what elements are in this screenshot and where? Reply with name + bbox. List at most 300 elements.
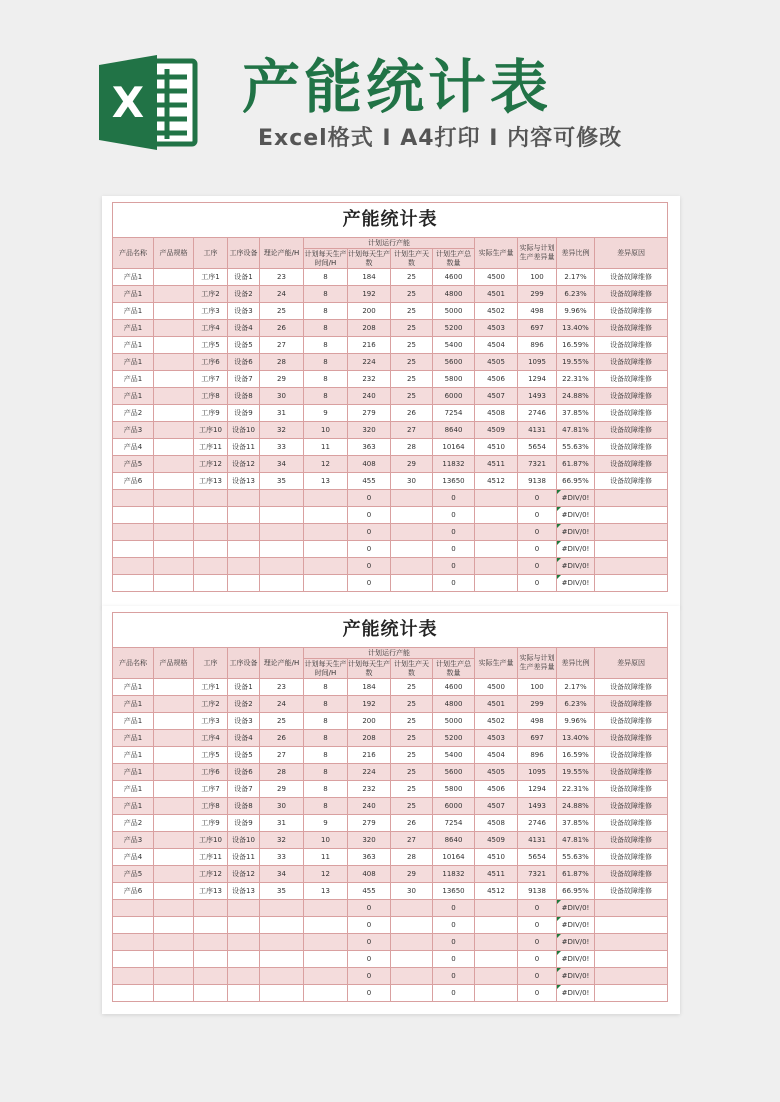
table-cell[interactable] [154, 422, 194, 439]
table-cell[interactable] [154, 337, 194, 354]
table-cell[interactable]: 工序2 [194, 696, 228, 713]
table-cell[interactable]: 设备故障维修 [595, 849, 668, 866]
table-cell[interactable] [154, 917, 194, 934]
table-cell[interactable]: 0 [348, 524, 391, 541]
table-cell[interactable]: 31 [260, 405, 304, 422]
table-cell[interactable] [595, 490, 668, 507]
table-cell[interactable]: 25 [260, 713, 304, 730]
table-cell[interactable]: 0 [518, 541, 557, 558]
table-cell[interactable] [154, 951, 194, 968]
table-cell[interactable]: 5654 [518, 849, 557, 866]
table-cell[interactable]: 30 [391, 473, 433, 490]
table-cell[interactable] [260, 917, 304, 934]
table-cell[interactable]: 279 [348, 405, 391, 422]
table-cell[interactable]: 产品1 [113, 781, 154, 798]
table-cell[interactable] [154, 747, 194, 764]
table-cell[interactable]: 4800 [433, 286, 475, 303]
table-cell[interactable]: 4500 [475, 269, 518, 286]
table-cell[interactable]: 8640 [433, 832, 475, 849]
table-cell[interactable] [194, 575, 228, 592]
table-cell[interactable]: 498 [518, 303, 557, 320]
table-cell[interactable]: 设备8 [228, 798, 260, 815]
table-cell[interactable]: 0 [433, 951, 475, 968]
table-cell[interactable]: 产品1 [113, 320, 154, 337]
table-cell[interactable] [154, 490, 194, 507]
table-cell[interactable]: 8 [304, 337, 348, 354]
table-cell[interactable]: 工序9 [194, 815, 228, 832]
table-cell[interactable]: 0 [433, 968, 475, 985]
table-cell[interactable]: 66.95% [557, 883, 595, 900]
table-cell[interactable]: 27 [391, 832, 433, 849]
table-cell[interactable]: 8 [304, 781, 348, 798]
table-cell[interactable]: 工序11 [194, 439, 228, 456]
table-cell[interactable]: 37.85% [557, 405, 595, 422]
table-cell[interactable] [475, 917, 518, 934]
table-cell[interactable] [154, 541, 194, 558]
table-cell[interactable]: 498 [518, 713, 557, 730]
table-cell[interactable]: 26 [391, 815, 433, 832]
table-cell[interactable]: 8 [304, 303, 348, 320]
table-cell[interactable]: 设备3 [228, 303, 260, 320]
table-cell[interactable]: 232 [348, 371, 391, 388]
table-cell[interactable]: 35 [260, 473, 304, 490]
table-cell[interactable]: 0 [518, 968, 557, 985]
table-cell[interactable]: 4506 [475, 371, 518, 388]
table-cell[interactable]: 8 [304, 798, 348, 815]
table-cell[interactable] [154, 798, 194, 815]
table-cell[interactable]: 61.87% [557, 456, 595, 473]
table-cell[interactable]: #DIV/0! [557, 951, 595, 968]
table-cell[interactable]: 12 [304, 866, 348, 883]
table-cell[interactable] [304, 541, 348, 558]
table-cell[interactable]: #DIV/0! [557, 985, 595, 1002]
table-cell[interactable]: 0 [433, 558, 475, 575]
table-cell[interactable]: 0 [518, 951, 557, 968]
table-cell[interactable] [154, 968, 194, 985]
table-cell[interactable]: 0 [433, 507, 475, 524]
table-cell[interactable]: 28 [391, 439, 433, 456]
table-cell[interactable]: 9.96% [557, 713, 595, 730]
table-cell[interactable]: 25 [391, 798, 433, 815]
table-cell[interactable] [304, 490, 348, 507]
table-cell[interactable]: 25 [391, 303, 433, 320]
table-cell[interactable]: 0 [433, 900, 475, 917]
table-cell[interactable]: 设备7 [228, 371, 260, 388]
table-cell[interactable] [228, 541, 260, 558]
table-cell[interactable] [304, 985, 348, 1002]
table-cell[interactable]: 16.59% [557, 337, 595, 354]
table-cell[interactable]: 0 [433, 541, 475, 558]
table-cell[interactable]: 24.88% [557, 798, 595, 815]
table-cell[interactable] [595, 507, 668, 524]
table-cell[interactable]: 设备11 [228, 439, 260, 456]
table-cell[interactable]: 1095 [518, 764, 557, 781]
table-cell[interactable]: 16.59% [557, 747, 595, 764]
table-cell[interactable]: 55.63% [557, 439, 595, 456]
table-cell[interactable] [304, 900, 348, 917]
table-cell[interactable] [154, 866, 194, 883]
table-cell[interactable]: 产品1 [113, 730, 154, 747]
table-cell[interactable]: 工序7 [194, 371, 228, 388]
table-cell[interactable]: 设备2 [228, 286, 260, 303]
table-cell[interactable] [113, 490, 154, 507]
table-cell[interactable]: 23 [260, 269, 304, 286]
table-cell[interactable]: 4502 [475, 303, 518, 320]
table-cell[interactable]: 工序6 [194, 354, 228, 371]
table-cell[interactable]: #DIV/0! [557, 917, 595, 934]
table-cell[interactable]: 8640 [433, 422, 475, 439]
table-cell[interactable]: 363 [348, 849, 391, 866]
table-cell[interactable]: #DIV/0! [557, 900, 595, 917]
table-cell[interactable]: 0 [518, 934, 557, 951]
table-cell[interactable] [154, 524, 194, 541]
table-cell[interactable]: 208 [348, 320, 391, 337]
table-cell[interactable] [154, 883, 194, 900]
table-cell[interactable] [154, 320, 194, 337]
table-cell[interactable] [228, 524, 260, 541]
table-cell[interactable]: 4511 [475, 456, 518, 473]
table-cell[interactable]: 9 [304, 405, 348, 422]
table-cell[interactable] [260, 985, 304, 1002]
table-cell[interactable] [154, 456, 194, 473]
table-cell[interactable] [154, 507, 194, 524]
table-cell[interactable] [391, 575, 433, 592]
table-cell[interactable] [154, 713, 194, 730]
table-cell[interactable]: 28 [260, 354, 304, 371]
table-cell[interactable] [304, 934, 348, 951]
table-cell[interactable] [595, 541, 668, 558]
table-cell[interactable]: 55.63% [557, 849, 595, 866]
table-cell[interactable]: 设备故障维修 [595, 473, 668, 490]
table-cell[interactable]: 设备9 [228, 815, 260, 832]
table-cell[interactable]: 设备故障维修 [595, 781, 668, 798]
table-cell[interactable]: 设备故障维修 [595, 354, 668, 371]
table-cell[interactable]: 产品3 [113, 422, 154, 439]
table-cell[interactable] [475, 951, 518, 968]
table-cell[interactable]: 4508 [475, 815, 518, 832]
table-cell[interactable]: 27 [260, 337, 304, 354]
table-cell[interactable]: 240 [348, 388, 391, 405]
table-cell[interactable]: 产品1 [113, 371, 154, 388]
table-cell[interactable]: 工序11 [194, 849, 228, 866]
table-cell[interactable] [154, 286, 194, 303]
table-cell[interactable]: 产品4 [113, 439, 154, 456]
table-cell[interactable] [475, 968, 518, 985]
table-cell[interactable]: 30 [391, 883, 433, 900]
table-cell[interactable]: 设备故障维修 [595, 405, 668, 422]
table-cell[interactable]: 产品3 [113, 832, 154, 849]
table-cell[interactable] [228, 934, 260, 951]
table-cell[interactable]: 工序12 [194, 866, 228, 883]
table-cell[interactable] [391, 507, 433, 524]
table-cell[interactable] [595, 968, 668, 985]
table-cell[interactable]: 33 [260, 439, 304, 456]
table-cell[interactable]: #DIV/0! [557, 575, 595, 592]
table-cell[interactable]: 设备5 [228, 337, 260, 354]
table-cell[interactable]: 408 [348, 456, 391, 473]
table-cell[interactable]: 12 [304, 456, 348, 473]
table-cell[interactable]: 4504 [475, 337, 518, 354]
table-cell[interactable]: 5800 [433, 371, 475, 388]
table-cell[interactable]: 4512 [475, 883, 518, 900]
table-cell[interactable]: 29 [260, 781, 304, 798]
table-cell[interactable]: 4504 [475, 747, 518, 764]
table-cell[interactable]: 设备故障维修 [595, 713, 668, 730]
table-cell[interactable]: 产品5 [113, 456, 154, 473]
table-cell[interactable]: 100 [518, 679, 557, 696]
table-cell[interactable]: 455 [348, 473, 391, 490]
table-cell[interactable] [154, 354, 194, 371]
table-cell[interactable]: #DIV/0! [557, 968, 595, 985]
table-cell[interactable]: 13.40% [557, 320, 595, 337]
table-cell[interactable]: 设备6 [228, 354, 260, 371]
table-cell[interactable]: 19.55% [557, 354, 595, 371]
table-cell[interactable] [154, 303, 194, 320]
table-cell[interactable]: 4511 [475, 866, 518, 883]
table-cell[interactable]: 30 [260, 388, 304, 405]
table-cell[interactable] [113, 900, 154, 917]
table-cell[interactable]: #DIV/0! [557, 558, 595, 575]
table-cell[interactable] [154, 473, 194, 490]
table-cell[interactable]: 25 [391, 679, 433, 696]
table-cell[interactable]: 13 [304, 473, 348, 490]
table-cell[interactable] [260, 934, 304, 951]
table-cell[interactable] [228, 507, 260, 524]
table-cell[interactable]: 25 [391, 781, 433, 798]
table-cell[interactable]: 产品1 [113, 269, 154, 286]
table-cell[interactable]: 4501 [475, 286, 518, 303]
table-cell[interactable] [260, 968, 304, 985]
table-cell[interactable]: 0 [348, 985, 391, 1002]
table-cell[interactable]: 35 [260, 883, 304, 900]
table-cell[interactable]: 0 [348, 951, 391, 968]
table-cell[interactable]: 25 [391, 388, 433, 405]
table-cell[interactable]: 1095 [518, 354, 557, 371]
table-cell[interactable]: 8 [304, 679, 348, 696]
table-cell[interactable]: 100 [518, 269, 557, 286]
table-cell[interactable] [391, 985, 433, 1002]
table-cell[interactable]: 13 [304, 883, 348, 900]
table-cell[interactable]: 0 [348, 541, 391, 558]
table-cell[interactable]: 11832 [433, 866, 475, 883]
table-cell[interactable]: 8 [304, 371, 348, 388]
table-cell[interactable] [113, 507, 154, 524]
table-cell[interactable]: 184 [348, 269, 391, 286]
table-cell[interactable]: 5654 [518, 439, 557, 456]
table-cell[interactable]: 8 [304, 388, 348, 405]
table-cell[interactable] [595, 900, 668, 917]
table-cell[interactable] [113, 558, 154, 575]
table-cell[interactable]: 4503 [475, 730, 518, 747]
table-cell[interactable] [595, 934, 668, 951]
table-cell[interactable]: 2746 [518, 815, 557, 832]
table-cell[interactable]: 产品6 [113, 883, 154, 900]
table-cell[interactable]: 4600 [433, 269, 475, 286]
table-cell[interactable]: 7321 [518, 866, 557, 883]
table-cell[interactable] [154, 764, 194, 781]
table-cell[interactable]: 工序3 [194, 713, 228, 730]
table-cell[interactable]: 9.96% [557, 303, 595, 320]
table-cell[interactable]: 4505 [475, 764, 518, 781]
table-cell[interactable]: 4510 [475, 439, 518, 456]
table-cell[interactable]: 26 [391, 405, 433, 422]
table-cell[interactable]: 61.87% [557, 866, 595, 883]
table-cell[interactable]: 24.88% [557, 388, 595, 405]
table-cell[interactable] [391, 558, 433, 575]
table-cell[interactable]: 设备5 [228, 747, 260, 764]
table-cell[interactable]: 10164 [433, 849, 475, 866]
table-cell[interactable]: 34 [260, 866, 304, 883]
table-cell[interactable]: 320 [348, 832, 391, 849]
table-cell[interactable]: 设备故障维修 [595, 747, 668, 764]
table-cell[interactable] [595, 524, 668, 541]
table-cell[interactable] [228, 985, 260, 1002]
table-cell[interactable]: 29 [391, 456, 433, 473]
table-cell[interactable]: 0 [518, 900, 557, 917]
table-cell[interactable]: 25 [391, 269, 433, 286]
table-cell[interactable]: 设备13 [228, 883, 260, 900]
table-cell[interactable] [260, 507, 304, 524]
table-cell[interactable] [194, 917, 228, 934]
table-cell[interactable]: 25 [391, 730, 433, 747]
table-cell[interactable] [154, 781, 194, 798]
table-cell[interactable]: 4503 [475, 320, 518, 337]
table-cell[interactable]: 25 [391, 337, 433, 354]
table-cell[interactable]: 4509 [475, 422, 518, 439]
table-cell[interactable]: 25 [260, 303, 304, 320]
table-cell[interactable]: 8 [304, 286, 348, 303]
table-cell[interactable]: 工序13 [194, 473, 228, 490]
table-cell[interactable] [113, 917, 154, 934]
table-cell[interactable] [475, 524, 518, 541]
table-cell[interactable]: 6.23% [557, 696, 595, 713]
table-cell[interactable]: 设备故障维修 [595, 320, 668, 337]
table-cell[interactable]: 0 [518, 917, 557, 934]
table-cell[interactable] [154, 832, 194, 849]
table-cell[interactable]: 0 [348, 968, 391, 985]
table-cell[interactable]: 6.23% [557, 286, 595, 303]
table-cell[interactable]: 13650 [433, 473, 475, 490]
table-cell[interactable] [475, 558, 518, 575]
table-cell[interactable]: 设备13 [228, 473, 260, 490]
table-cell[interactable] [113, 524, 154, 541]
table-cell[interactable]: 7321 [518, 456, 557, 473]
table-cell[interactable] [154, 815, 194, 832]
table-cell[interactable]: 192 [348, 286, 391, 303]
table-cell[interactable]: 2746 [518, 405, 557, 422]
table-cell[interactable]: 697 [518, 730, 557, 747]
table-cell[interactable]: 4510 [475, 849, 518, 866]
table-cell[interactable] [228, 490, 260, 507]
table-cell[interactable]: 4508 [475, 405, 518, 422]
table-cell[interactable]: 0 [518, 575, 557, 592]
table-cell[interactable]: 0 [348, 917, 391, 934]
table-cell[interactable] [228, 575, 260, 592]
table-cell[interactable]: 0 [433, 575, 475, 592]
table-cell[interactable]: 设备6 [228, 764, 260, 781]
table-cell[interactable]: 设备故障维修 [595, 883, 668, 900]
table-cell[interactable]: 设备8 [228, 388, 260, 405]
table-cell[interactable]: 5400 [433, 337, 475, 354]
table-cell[interactable]: 工序13 [194, 883, 228, 900]
table-cell[interactable]: 产品2 [113, 815, 154, 832]
table-cell[interactable]: 设备故障维修 [595, 730, 668, 747]
table-cell[interactable] [228, 558, 260, 575]
table-cell[interactable]: 产品1 [113, 303, 154, 320]
table-cell[interactable]: 4507 [475, 388, 518, 405]
table-cell[interactable] [194, 900, 228, 917]
table-cell[interactable]: 2.17% [557, 679, 595, 696]
table-cell[interactable]: 工序4 [194, 730, 228, 747]
table-cell[interactable]: 设备12 [228, 456, 260, 473]
table-cell[interactable]: 产品1 [113, 696, 154, 713]
table-cell[interactable]: 4505 [475, 354, 518, 371]
table-cell[interactable]: #DIV/0! [557, 507, 595, 524]
table-cell[interactable]: 37.85% [557, 815, 595, 832]
table-cell[interactable]: 设备故障维修 [595, 439, 668, 456]
table-cell[interactable]: 4600 [433, 679, 475, 696]
table-cell[interactable]: 25 [391, 696, 433, 713]
table-cell[interactable]: 7254 [433, 815, 475, 832]
table-cell[interactable] [260, 900, 304, 917]
table-cell[interactable]: 320 [348, 422, 391, 439]
table-cell[interactable] [260, 541, 304, 558]
table-cell[interactable] [304, 968, 348, 985]
table-cell[interactable] [194, 934, 228, 951]
table-cell[interactable]: 47.81% [557, 422, 595, 439]
table-cell[interactable] [154, 679, 194, 696]
table-cell[interactable]: 产品5 [113, 866, 154, 883]
table-cell[interactable] [194, 968, 228, 985]
table-cell[interactable] [260, 524, 304, 541]
table-cell[interactable] [260, 951, 304, 968]
table-cell[interactable]: 31 [260, 815, 304, 832]
table-cell[interactable]: 10164 [433, 439, 475, 456]
table-cell[interactable]: 25 [391, 286, 433, 303]
table-cell[interactable]: 5000 [433, 303, 475, 320]
table-cell[interactable]: 25 [391, 764, 433, 781]
table-cell[interactable]: 8 [304, 269, 348, 286]
table-cell[interactable]: 28 [260, 764, 304, 781]
table-cell[interactable]: 工序1 [194, 269, 228, 286]
table-cell[interactable] [475, 900, 518, 917]
table-cell[interactable] [113, 575, 154, 592]
table-cell[interactable] [154, 696, 194, 713]
table-cell[interactable]: 设备1 [228, 269, 260, 286]
table-cell[interactable]: 0 [518, 507, 557, 524]
table-cell[interactable]: #DIV/0! [557, 934, 595, 951]
table-cell[interactable]: 11 [304, 439, 348, 456]
table-cell[interactable]: 4131 [518, 832, 557, 849]
table-cell[interactable] [260, 490, 304, 507]
table-cell[interactable]: 产品1 [113, 354, 154, 371]
table-cell[interactable]: 0 [348, 575, 391, 592]
table-cell[interactable]: 设备12 [228, 866, 260, 883]
table-cell[interactable] [391, 490, 433, 507]
table-cell[interactable]: 6000 [433, 798, 475, 815]
table-cell[interactable]: 设备故障维修 [595, 286, 668, 303]
table-cell[interactable]: 200 [348, 713, 391, 730]
table-cell[interactable]: 408 [348, 866, 391, 883]
table-cell[interactable]: 设备10 [228, 832, 260, 849]
table-cell[interactable] [154, 730, 194, 747]
table-cell[interactable] [475, 541, 518, 558]
table-cell[interactable]: 7254 [433, 405, 475, 422]
table-cell[interactable] [304, 951, 348, 968]
table-cell[interactable]: 9138 [518, 883, 557, 900]
table-cell[interactable]: 47.81% [557, 832, 595, 849]
table-cell[interactable] [154, 371, 194, 388]
